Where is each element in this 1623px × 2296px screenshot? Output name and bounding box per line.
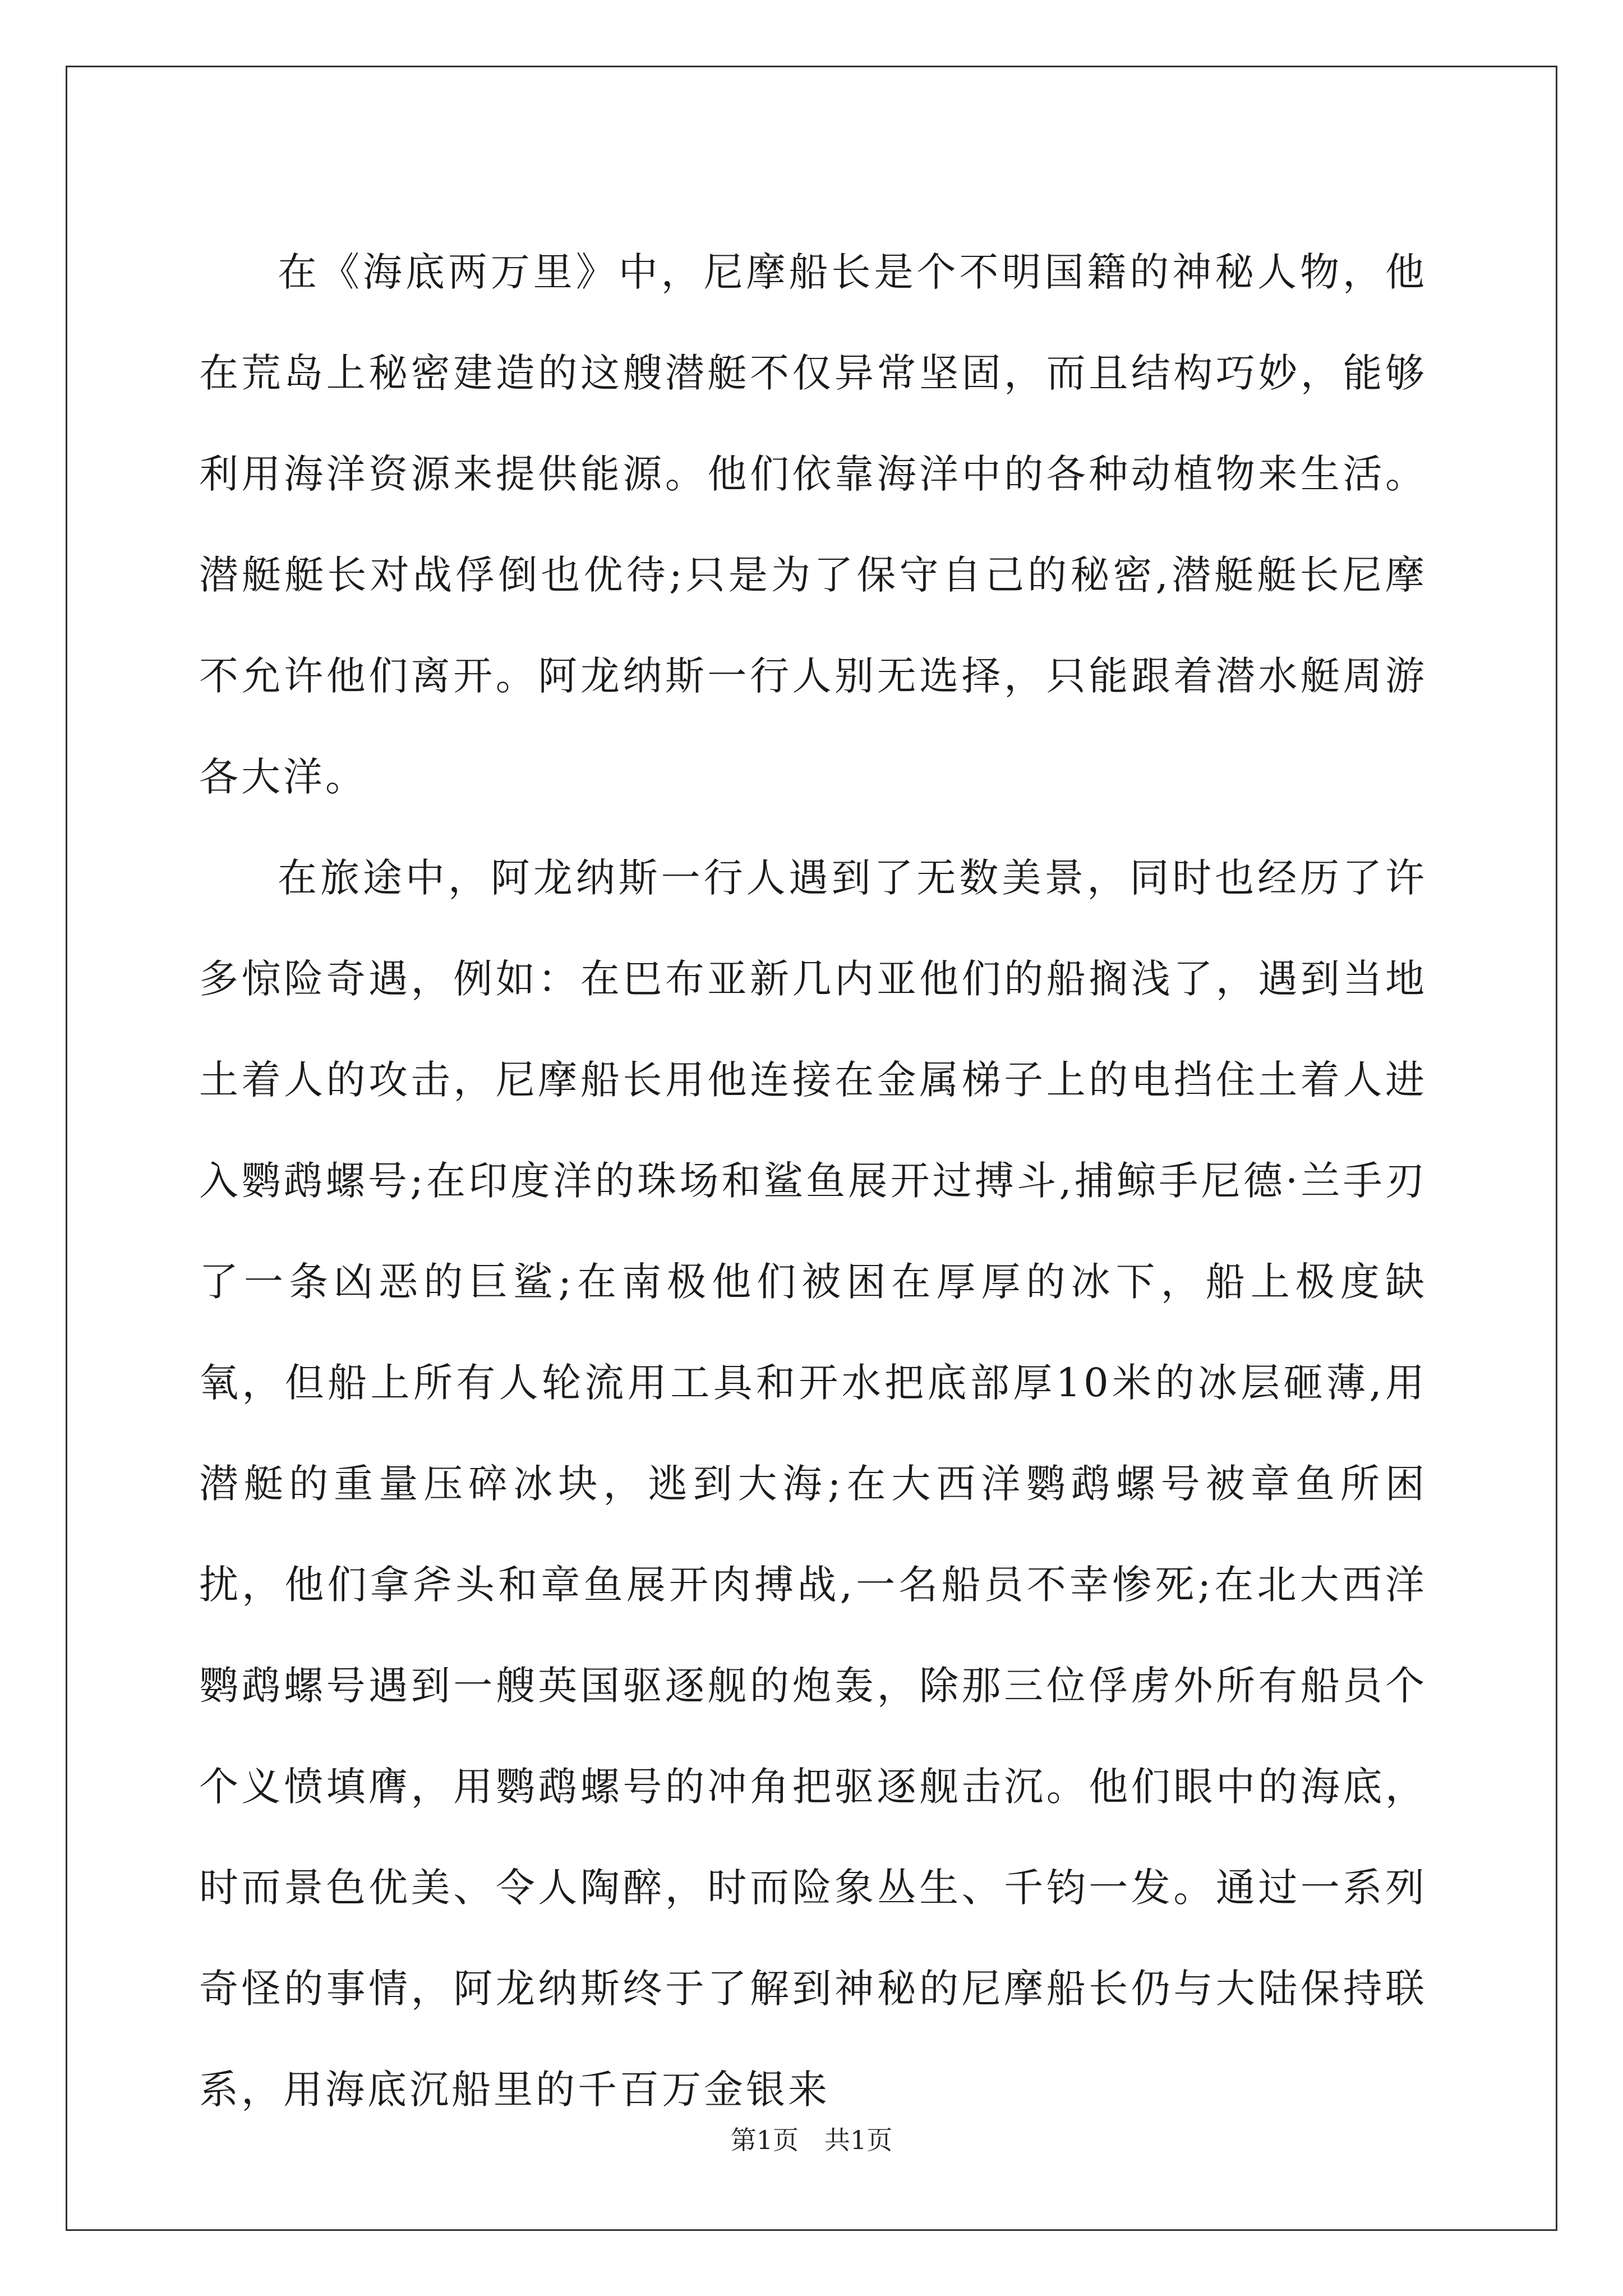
document-body	[199, 222, 1427, 2140]
paragraph-2: 在旅途中，阿龙纳斯一行人遇到了无数美景，同时也经历了许多惊险奇遇，例如：在巴布亚新几内亚他们的船搁浅了，遇到当地土着人的攻击，尼摩船长用他连接在金属梯子上的电挡住土着人进入鹦鹉螺号;在印度洋的珠场和鲨鱼展开过搏斗,捕鲸手尼德·兰手刃了一条凶恶的巨鲨;在南极他们被困在厚厚的冰下，船上极度缺氧，但船上所有人轮流用工具和开水把底部厚10米的冰层砸薄,用潜艇的重量压碎冰块，逃到大海;在大西洋鹦鹉螺号被章鱼所困扰，他们拿斧头和章鱼展开肉搏战,一名船员不幸惨死;在北大西洋鹦鹉螺号遇到一艘英国驱逐舰的炮轰，除那三位俘虏外所有船员个个义愤填膺，用鹦鹉螺号的冲角把驱逐舰击沉。他们眼中的海底，时而景色优美、令人陶醉，时而险象丛生、千钧一发。通过一系列奇怪的事情，阿龙纳斯终于了解到神秘的尼摩船长仍与大陆保持联系，用海底沉船里的千百万金银来	[199, 855, 1427, 2113]
paragraph-1: 在《海底两万里》中，尼摩船长是个不明国籍的神秘人物，他在荒岛上秘密建造的这艘潜艇不仅异常坚固，而且结构巧妙，能够利用海洋资源来提供能源。他们依靠海洋中的各种动植物来生活。潜艇艇长对战俘倒也优待;只是为了保守自己的秘密,潜艇艇长尼摩不允许他们离开。阿龙纳斯一行人别无选择，只能跟着潜水艇周游各大洋。	[199, 249, 1427, 800]
page-number-footer: 第1页 共1页	[730, 2125, 893, 2155]
